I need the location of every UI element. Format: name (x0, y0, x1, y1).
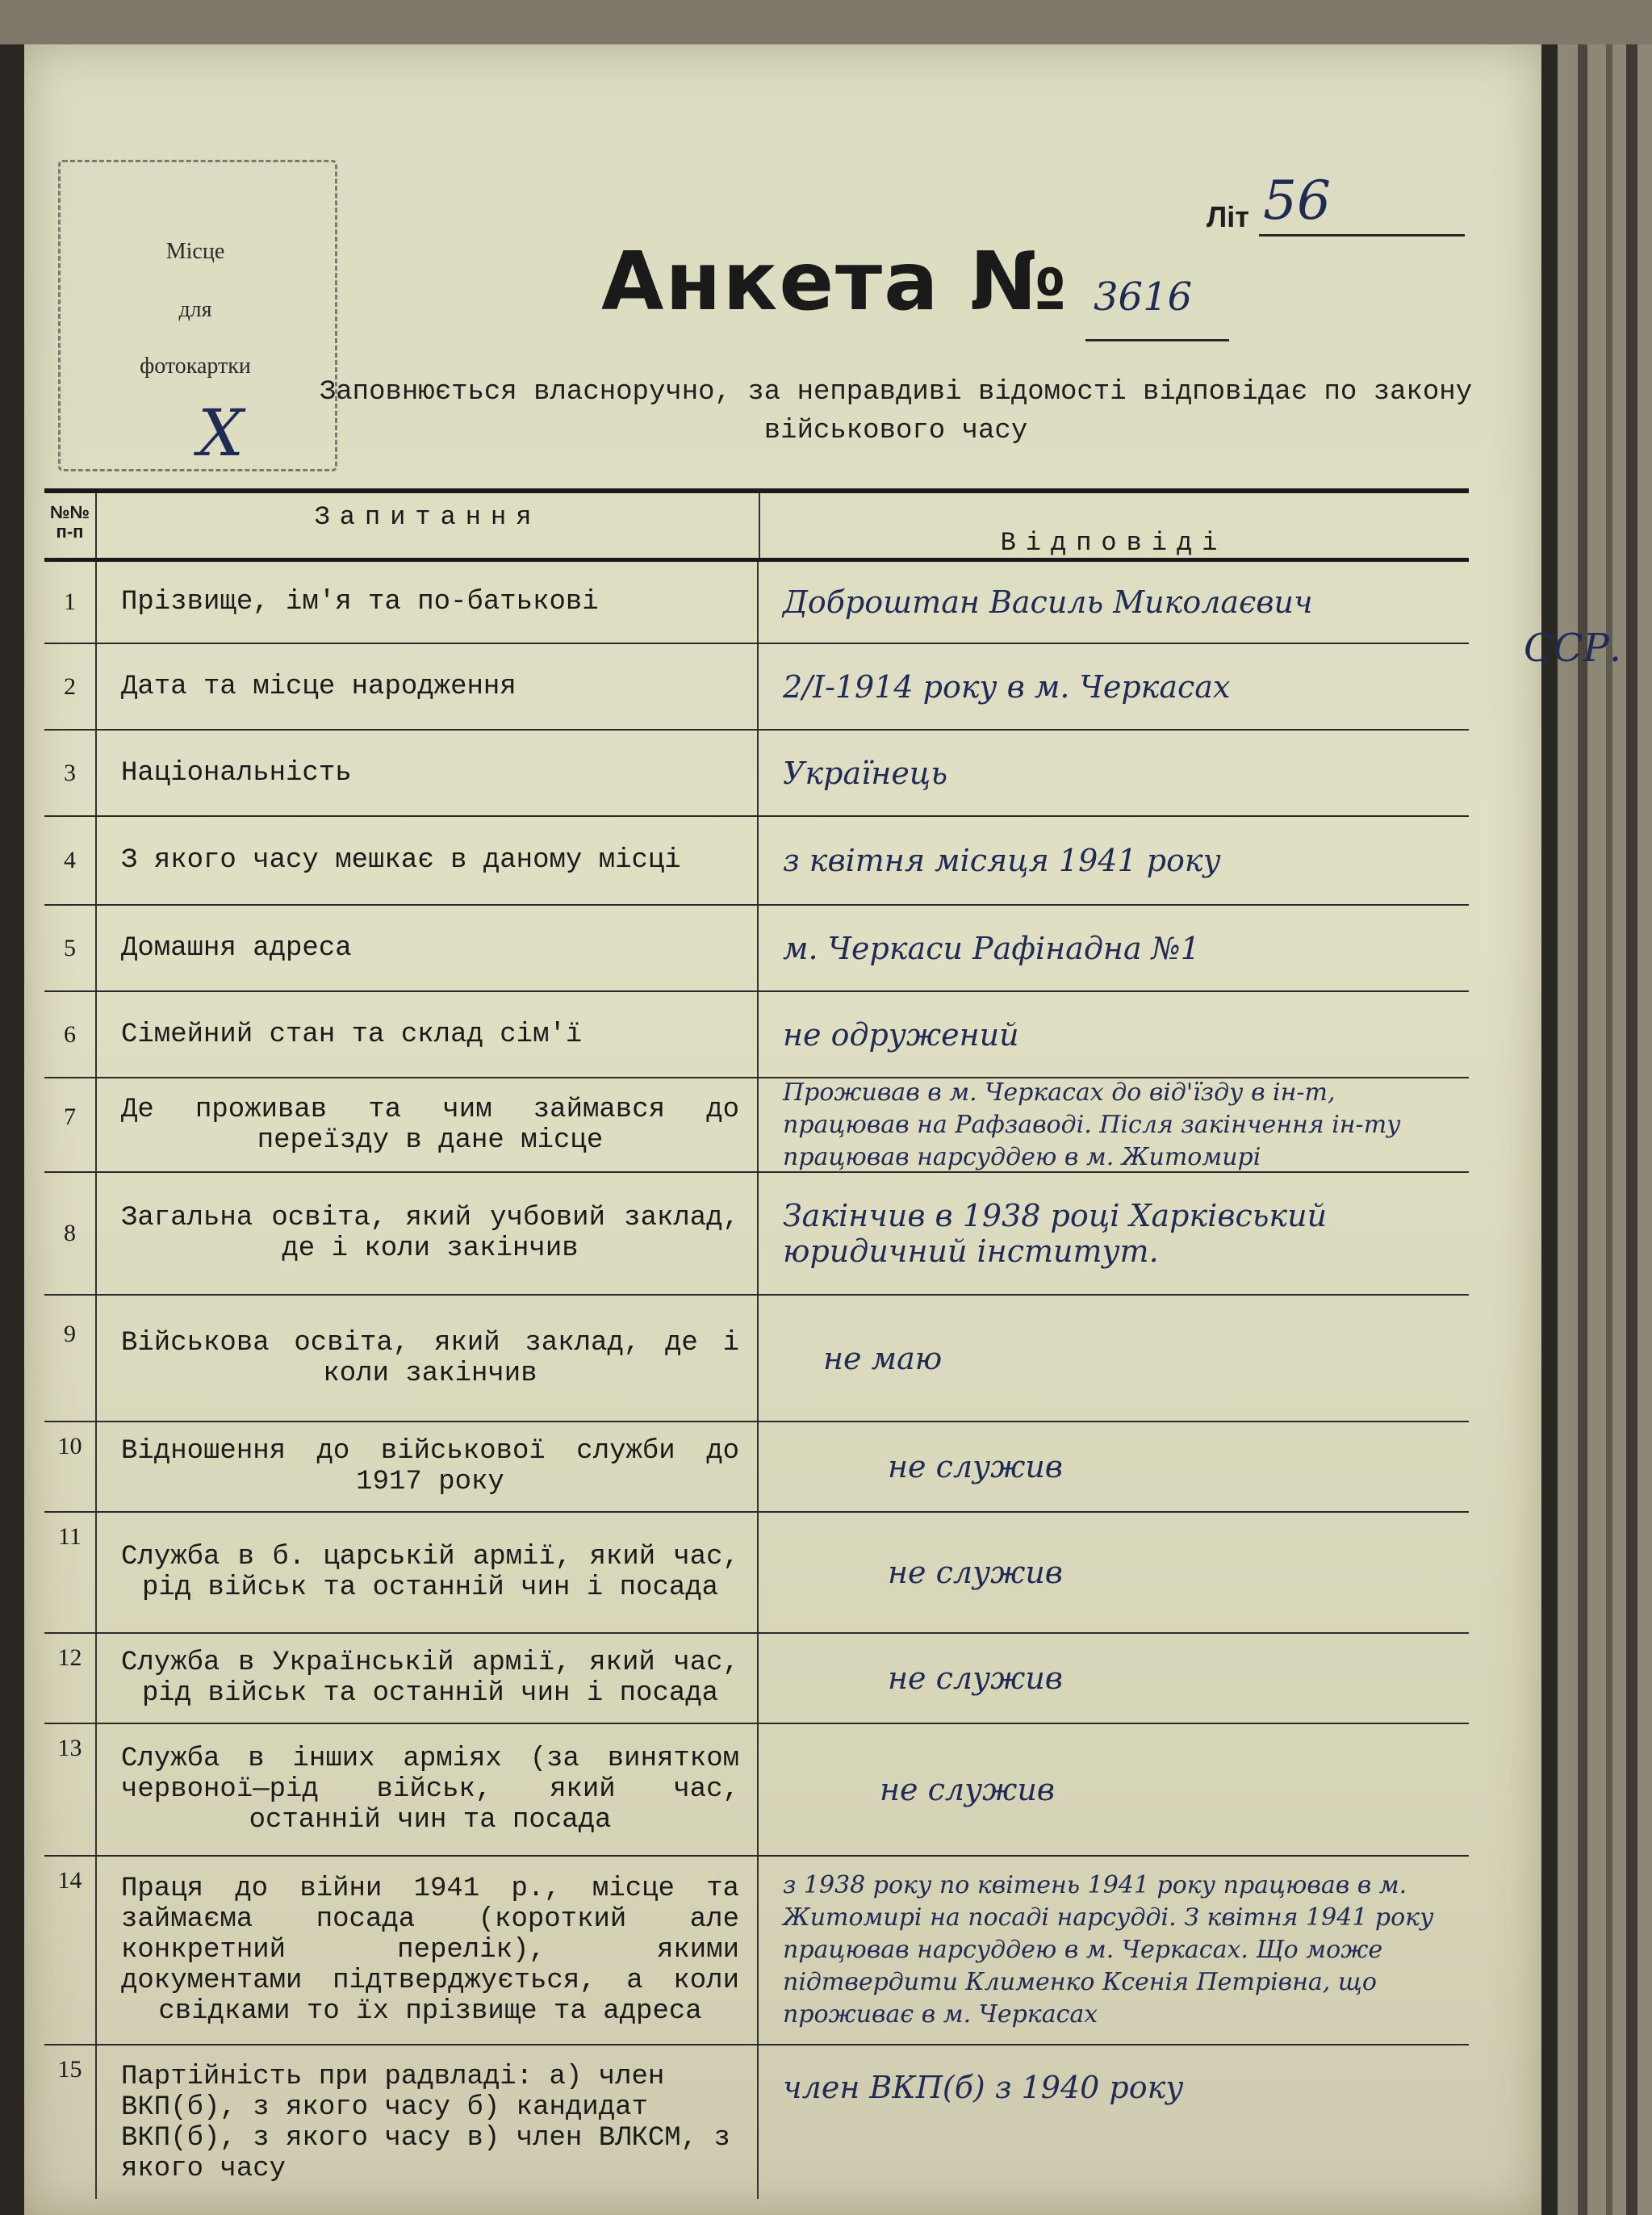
question-text: Служба в б. царській армії, який час, рід військ та останній чин і посада (97, 1513, 759, 1632)
table-row (44, 731, 1469, 817)
table-row (44, 562, 1469, 644)
col-header-question: Запитання (97, 493, 760, 558)
row-number: 13 (44, 1724, 97, 1855)
row-number: 1 (44, 562, 97, 643)
answer-handwritten: м. Черкаси Рафінадна №1 (783, 930, 1200, 966)
answer-handwritten: не одружений (783, 1016, 1019, 1053)
row-number: 7 (44, 1078, 97, 1171)
instruction-line-2: військового часу (763, 416, 1028, 446)
row-number: 15 (44, 2045, 97, 2199)
question-text: Служба в Українській армії, який час, рід військ та останній чин і посада (97, 1634, 759, 1723)
questionnaire-number-handwritten: 3616 (1094, 274, 1193, 320)
row-number: 8 (44, 1173, 97, 1294)
table-row (44, 644, 1469, 731)
answer-handwritten: 2/I-1914 року в м. Черкасах (783, 668, 1231, 705)
table-row (44, 1078, 1469, 1173)
question-text: Де проживав та чим займався до переїзду в дане місце (97, 1078, 759, 1171)
answer-handwritten: не служив (888, 1449, 1063, 1484)
question-text: З якого часу мешкає в даному місці (97, 817, 759, 904)
question-text: Домашня адреса (97, 906, 759, 990)
row-number: 4 (44, 817, 97, 904)
question-text: Партійність при радвладі: а) член ВКП(б), з якого часу б) кандидат ВКП(б), з якого часу в) член ВЛКСМ, з якого часу (97, 2045, 759, 2199)
table-row (44, 1857, 1469, 2045)
answer-handwritten: Українець (783, 755, 948, 791)
col-header-number: №№ п-п (44, 493, 97, 558)
instruction-text (291, 373, 1501, 450)
table-row (44, 1513, 1469, 1634)
row-number: 3 (44, 731, 97, 815)
margin-note-handwritten: ССР. (1524, 626, 1622, 671)
instruction-line-1: Заповнюється власноручно, за неправдиві відомості відповідає по закону (319, 377, 1473, 408)
answer-handwritten: Закінчив в 1938 році Харківський юридичний інститут. (783, 1198, 1328, 1269)
question-text: Відношення до військової служби до 1917 року (97, 1422, 759, 1511)
row-number: 12 (44, 1634, 97, 1723)
row-number: 9 (44, 1296, 97, 1421)
question-text: Праця до війни 1941 р., місце та займаєма посада (короткий але конкретний перелік), якими документами підтверджується, а коли свідками то їх прізвище та адреса (97, 1857, 759, 2044)
question-text: Військова освіта, який заклад, де і коли закінчив (97, 1296, 759, 1421)
answer-handwritten: не служив (880, 1772, 1055, 1807)
table-row (44, 906, 1469, 992)
number-underline (1085, 339, 1229, 341)
answer-handwritten: з 1938 року по квітень 1941 року працював в м. Житомирі на посаді нарсудді. З квітня 1941 року працював нарсуддею в м. Черкасах. Що може підтвердити Клименко Ксенія Петрівна, що проживає в м. Черкасах (783, 1871, 1434, 2029)
answer-handwritten: член ВКП(б) з 1940 року (783, 2070, 1184, 2105)
question-text: Загальна освіта, який учбовий заклад, де і коли закінчив (97, 1173, 759, 1294)
col-header-answer: Відповіді (1000, 528, 1227, 558)
photo-label-line-1: Місце (165, 239, 225, 264)
table-row (44, 817, 1469, 906)
table-header (44, 493, 1469, 562)
lit-number-handwritten: 56 (1263, 170, 1331, 232)
document-title: Анкета № (601, 234, 1069, 329)
table-row (44, 1724, 1469, 1857)
answer-handwritten: Проживав в м. Черкасах до від'їзду в ін-т, працював на Рафзаводі. Після закінчення ін-ту працював нарсуддею в м. Житомирі (783, 1078, 1401, 1171)
table-row (44, 1634, 1469, 1724)
answer-handwritten: з квітня місяця 1941 року (783, 843, 1221, 878)
row-number: 10 (44, 1422, 97, 1511)
table-row (44, 1173, 1469, 1296)
questionnaire-table (44, 488, 1469, 2199)
photo-cross-mark: X (198, 396, 244, 471)
answer-handwritten: Доброштан Василь Миколаєвич (783, 584, 1313, 620)
row-number: 14 (44, 1857, 97, 2044)
row-number: 6 (44, 992, 97, 1077)
lit-underline (1259, 234, 1465, 237)
row-number: 5 (44, 906, 97, 990)
photo-label-line-2: для (178, 297, 212, 322)
table-row (44, 1422, 1469, 1513)
row-number: 11 (44, 1513, 97, 1632)
table-row (44, 992, 1469, 1078)
lit-label: Літ (1207, 200, 1249, 233)
answer-handwritten: не служив (888, 1660, 1063, 1696)
table-row (44, 2045, 1469, 2199)
question-text: Служба в інших арміях (за винятком червоної—рід військ, який час, останній чин та посада (97, 1724, 759, 1855)
question-text: Національність (97, 731, 759, 815)
question-text: Дата та місце народження (97, 644, 759, 729)
answer-handwritten: не маю (823, 1340, 943, 1376)
question-text: Сімейний стан та склад сім'ї (97, 992, 759, 1077)
question-text: Прізвище, ім'я та по-батькові (97, 562, 759, 643)
photo-label-line-3: фотокартки (140, 354, 251, 379)
answer-handwritten: не служив (888, 1555, 1063, 1590)
table-row (44, 1296, 1469, 1422)
row-number: 2 (44, 644, 97, 729)
